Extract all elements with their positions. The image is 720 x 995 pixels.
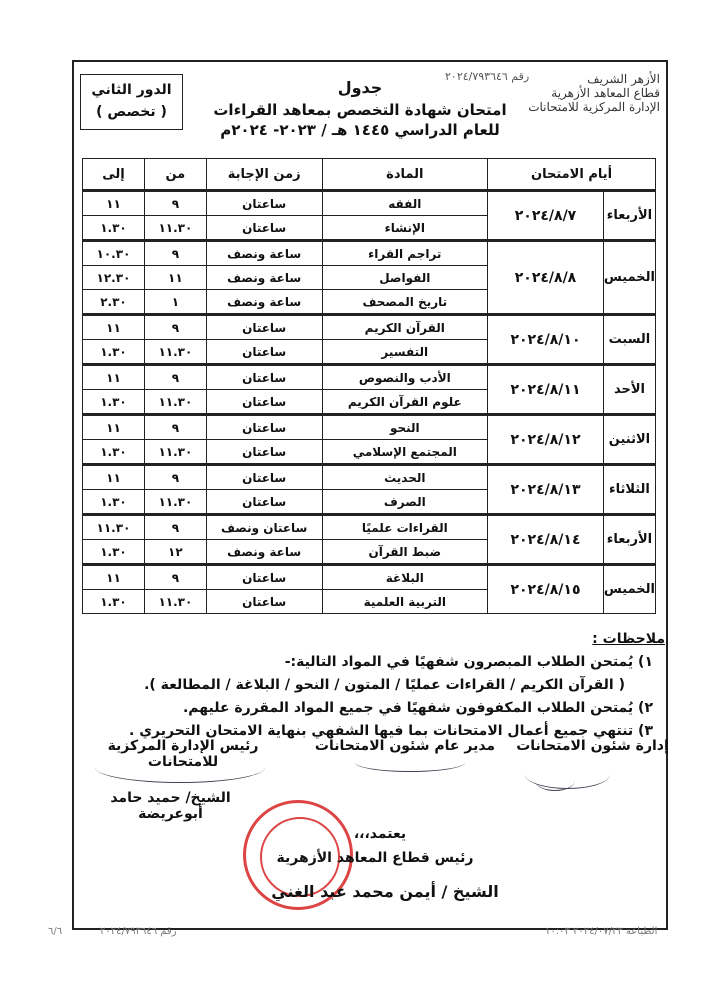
academic-year: للعام الدراسي ١٤٤٥ هـ / ٢٠٢٣- ٢٠٢٤م bbox=[220, 121, 500, 139]
sector-head-title bbox=[270, 850, 480, 866]
approval-text: يعتمد،،، bbox=[353, 826, 407, 842]
duration-cell: ساعتان bbox=[206, 415, 322, 440]
logo-line: قطاع المعاهد الأزهرية bbox=[551, 86, 660, 100]
header-to: إلى bbox=[83, 159, 145, 191]
date-cell: ٢٠٢٤/٨/١٤ bbox=[488, 515, 604, 565]
duration-cell: ساعتان bbox=[206, 490, 322, 515]
day-cell: الخميس bbox=[603, 241, 655, 315]
table-row bbox=[83, 565, 656, 590]
date-cell: ٢٠٢٤/٨/١٢ bbox=[488, 415, 604, 465]
to-cell: ١١.٣٠ bbox=[83, 515, 145, 540]
signature-exams-admin bbox=[515, 738, 670, 754]
to-cell: ١١ bbox=[83, 415, 145, 440]
signature-title: رئيس الإدارة المركزية للامتحانات bbox=[107, 738, 259, 770]
day-cell: الأحد bbox=[603, 365, 655, 415]
handwritten-signature bbox=[535, 770, 575, 791]
from-cell: ١١.٣٠ bbox=[144, 590, 206, 614]
signature-title: رئيس قطاع المعاهد الأزهرية bbox=[276, 850, 474, 866]
session-label: الدور الثاني bbox=[91, 82, 172, 98]
note-item: ( القرآن الكريم / القراءات عمليًا / المتون / النحو / البلاغة / المطالعة ). bbox=[144, 677, 625, 693]
from-cell: ١١.٣٠ bbox=[144, 440, 206, 465]
from-cell: ٩ bbox=[144, 241, 206, 266]
azhar-logo bbox=[520, 72, 660, 114]
date-cell: ٢٠٢٤/٨/٧ bbox=[488, 191, 604, 241]
date-cell: ٢٠٢٤/٨/١٥ bbox=[488, 565, 604, 614]
to-cell: ١١ bbox=[83, 365, 145, 390]
footer-print-text: الطباعة ٢٠٢٤/٠٧/٢٣ ١٠:٠٣ bbox=[545, 926, 658, 937]
to-cell: ١١ bbox=[83, 191, 145, 216]
schedule-table bbox=[82, 158, 656, 614]
duration-cell: ساعتان bbox=[206, 216, 322, 241]
header-duration: زمن الإجابة bbox=[206, 159, 322, 191]
name-text: الشيخ / أيمن محمد عبد الغني bbox=[271, 882, 499, 901]
to-cell: ١.٣٠ bbox=[83, 490, 145, 515]
from-cell: ٩ bbox=[144, 565, 206, 590]
from-cell: ٩ bbox=[144, 415, 206, 440]
table-row bbox=[83, 515, 656, 540]
to-cell: ١٠.٣٠ bbox=[83, 241, 145, 266]
to-cell: ١٢.٣٠ bbox=[83, 266, 145, 290]
subject-cell: تراجم القراء bbox=[322, 241, 488, 266]
duration-cell: ساعتان ونصف bbox=[206, 515, 322, 540]
table-row bbox=[83, 241, 656, 266]
subject-cell: الفواصل bbox=[322, 266, 488, 290]
to-cell: ١١ bbox=[83, 465, 145, 490]
header-subject: المادة bbox=[322, 159, 488, 191]
to-cell: ١.٣٠ bbox=[83, 540, 145, 565]
approval-label bbox=[340, 826, 420, 842]
from-cell: ٩ bbox=[144, 191, 206, 216]
page-number: ٦/٦ bbox=[48, 926, 63, 937]
duration-cell: ساعتان bbox=[206, 565, 322, 590]
ref-label: رقم bbox=[511, 70, 530, 83]
notes-heading: ملاحظات : bbox=[592, 631, 665, 647]
from-cell: ٩ bbox=[144, 465, 206, 490]
to-cell: ١١ bbox=[83, 565, 145, 590]
subject-cell: تاريخ المصحف bbox=[322, 290, 488, 315]
to-cell: ١.٣٠ bbox=[83, 590, 145, 614]
subject-cell: القراءات علميًا bbox=[322, 515, 488, 540]
exam-schedule-table bbox=[82, 158, 656, 614]
duration-cell: ساعتان bbox=[206, 340, 322, 365]
subject-cell: الحديث bbox=[322, 465, 488, 490]
table-row bbox=[83, 365, 656, 390]
table-row bbox=[83, 315, 656, 340]
from-cell: ١١.٣٠ bbox=[144, 390, 206, 415]
handwritten-signature bbox=[355, 753, 465, 772]
duration-cell: ساعتان bbox=[206, 315, 322, 340]
from-cell: ١١.٣٠ bbox=[144, 216, 206, 241]
header-from: من bbox=[144, 159, 206, 191]
footer-print bbox=[545, 926, 657, 937]
duration-cell: ساعتان bbox=[206, 390, 322, 415]
duration-cell: ساعتان bbox=[206, 191, 322, 216]
logo-line: الأزهر الشريف bbox=[587, 72, 660, 86]
handwritten-signature bbox=[95, 752, 265, 783]
footer-page bbox=[48, 926, 62, 937]
to-cell: ٢.٣٠ bbox=[83, 290, 145, 315]
duration-cell: ساعة ونصف bbox=[206, 290, 322, 315]
date-cell: ٢٠٢٤/٨/١٠ bbox=[488, 315, 604, 365]
table-row bbox=[83, 415, 656, 440]
subject-cell: الفقه bbox=[322, 191, 488, 216]
day-cell: الأربعاء bbox=[603, 191, 655, 241]
ref-value: ٢٠٢٤/٧٩٣٦٤٦ bbox=[445, 70, 508, 83]
duration-cell: ساعتان bbox=[206, 590, 322, 614]
note-item: ١) يُمتحن الطلاب المبصرون شفهيًا في المواد التالية:- bbox=[284, 654, 653, 670]
from-cell: ٩ bbox=[144, 315, 206, 340]
day-cell: الاثنين bbox=[603, 415, 655, 465]
from-cell: ١ bbox=[144, 290, 206, 315]
footer-ref bbox=[100, 926, 177, 937]
date-cell: ٢٠٢٤/٨/٨ bbox=[488, 241, 604, 315]
subject-cell: البلاغة bbox=[322, 565, 488, 590]
day-cell: الثلاثاء bbox=[603, 465, 655, 515]
sector-head-name bbox=[255, 882, 515, 901]
duration-cell: ساعة ونصف bbox=[206, 241, 322, 266]
from-cell: ١١.٣٠ bbox=[144, 490, 206, 515]
subject-cell: التربية العلمية bbox=[322, 590, 488, 614]
subject-cell: علوم القرآن الكريم bbox=[322, 390, 488, 415]
logo-line: الإدارة المركزية للامتحانات bbox=[528, 100, 660, 114]
central-head-name bbox=[78, 790, 263, 822]
subject-cell: الأدب والنصوص bbox=[322, 365, 488, 390]
subject-cell: ضبط القرآن bbox=[322, 540, 488, 565]
from-cell: ١١.٣٠ bbox=[144, 340, 206, 365]
to-cell: ١.٣٠ bbox=[83, 340, 145, 365]
duration-cell: ساعتان bbox=[206, 440, 322, 465]
duration-cell: ساعة ونصف bbox=[206, 540, 322, 565]
to-cell: ١١ bbox=[83, 315, 145, 340]
to-cell: ١.٣٠ bbox=[83, 440, 145, 465]
page-title: جدول bbox=[337, 78, 383, 97]
subject-cell: النحو bbox=[322, 415, 488, 440]
table-row bbox=[83, 191, 656, 216]
day-cell: الخميس bbox=[603, 565, 655, 614]
header-days: أيام الامتحان bbox=[488, 159, 656, 191]
session-type: ( تخصص ) bbox=[96, 104, 167, 120]
duration-cell: ساعتان bbox=[206, 465, 322, 490]
from-cell: ٩ bbox=[144, 365, 206, 390]
from-cell: ١١ bbox=[144, 266, 206, 290]
day-cell: الأربعاء bbox=[603, 515, 655, 565]
signature-title: مدير عام شئون الامتحانات bbox=[314, 738, 496, 754]
subject-cell: الإنشاء bbox=[322, 216, 488, 241]
footer-ref-text: رقم ٢٠٢٤/٧٩٣٦٤٦ bbox=[100, 926, 177, 937]
title-block bbox=[185, 78, 535, 140]
signature-general-manager bbox=[300, 738, 510, 754]
table-header-row bbox=[83, 159, 656, 191]
duration-cell: ساعتان bbox=[206, 365, 322, 390]
to-cell: ١.٣٠ bbox=[83, 216, 145, 241]
day-cell: السبت bbox=[603, 315, 655, 365]
table-row bbox=[83, 465, 656, 490]
from-cell: ١٢ bbox=[144, 540, 206, 565]
notes-section bbox=[75, 628, 665, 743]
note-item: ٢) يُمتحن الطلاب المكفوفون شفهيًا في جميع المواد المقررة عليهم. bbox=[182, 700, 653, 716]
name-text: الشيخ/ حميد حامد أبوعريضة bbox=[110, 790, 231, 822]
subject-cell: المجتمع الإسلامي bbox=[322, 440, 488, 465]
subject-cell: الصرف bbox=[322, 490, 488, 515]
subject-cell: القرآن الكريم bbox=[322, 315, 488, 340]
session-box bbox=[80, 74, 183, 130]
date-cell: ٢٠٢٤/٨/١٣ bbox=[488, 465, 604, 515]
to-cell: ١.٣٠ bbox=[83, 390, 145, 415]
signature-title: إدارة شئون الامتحانات bbox=[516, 738, 669, 754]
page-subtitle: امتحان شهادة التخصص بمعاهد القراءات bbox=[213, 101, 507, 119]
subject-cell: التفسير bbox=[322, 340, 488, 365]
date-cell: ٢٠٢٤/٨/١١ bbox=[488, 365, 604, 415]
note-item: ٣) تنتهي جميع أعمال الامتحانات بما فيها الشفهي بنهاية الامتحان التحريري . bbox=[129, 723, 653, 739]
duration-cell: ساعة ونصف bbox=[206, 266, 322, 290]
from-cell: ٩ bbox=[144, 515, 206, 540]
